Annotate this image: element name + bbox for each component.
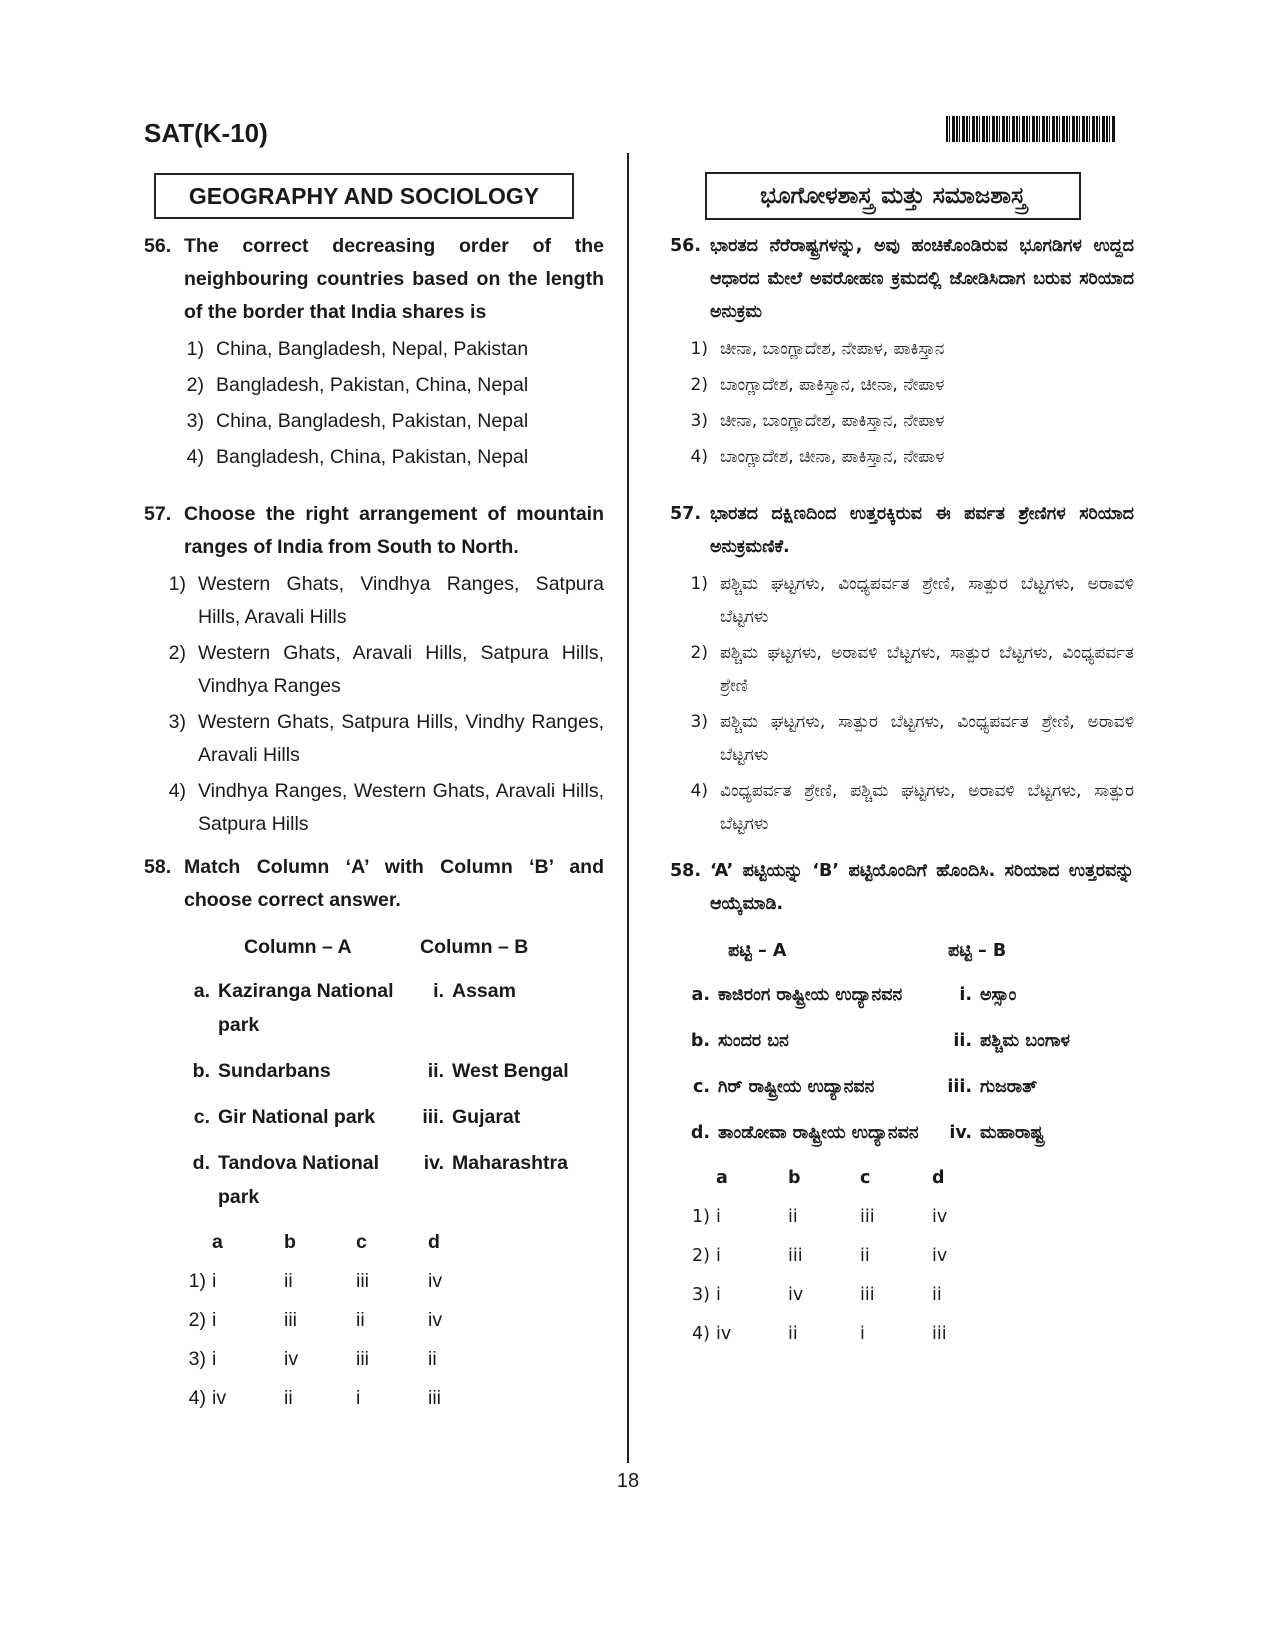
option-text: ವಿಂಧ್ಯಪರ್ವತ ಶ್ರೇಣಿ, ಪಶ್ಚಿಮ ಘಟ್ಟಗಳು, ಅರಾವಳಿ ಬೆಟ್ಟಗಳು, ಸಾತ್ಪುರ ಬೆಟ್ಟಗಳು xyxy=(720,781,1134,834)
option-number: 4) xyxy=(690,781,708,801)
grid-heading: c xyxy=(860,1168,871,1188)
column-b-heading: ಪಟ್ಟಿ – B xyxy=(948,941,1007,961)
option-number: 3) xyxy=(186,410,204,432)
option-text: ಬಾಂಗ್ಲಾದೇಶ, ಪಾಕಿಸ್ತಾನ, ಚೀನಾ, ನೇಪಾಳ xyxy=(720,375,945,395)
question-58-english xyxy=(144,851,604,1421)
question-number: 58. xyxy=(670,861,702,881)
option xyxy=(670,775,1134,841)
match-item-b: Maharashtra xyxy=(452,1152,568,1174)
match-letter: d. xyxy=(690,1123,710,1143)
option-text: China, Bangladesh, Nepal, Pakistan xyxy=(216,338,529,360)
grid-cell: iv xyxy=(788,1285,804,1305)
option-number: 3) xyxy=(690,411,708,431)
barcode xyxy=(946,116,1116,142)
option-text: ಚೀನಾ, ಬಾಂಗ್ಲಾದೇಶ, ನೇಪಾಳ, ಪಾಕಿಸ್ತಾನ xyxy=(720,339,945,359)
grid-row xyxy=(670,1201,1134,1234)
match-item-b: West Bengal xyxy=(452,1060,569,1082)
grid-option-number: 4) xyxy=(692,1324,710,1344)
option xyxy=(670,441,1134,474)
match-item-a: Sundarbans xyxy=(218,1060,331,1082)
column-a-heading: ಪಟ್ಟಿ – A xyxy=(728,941,787,961)
match-row xyxy=(670,1116,1134,1150)
match-roman: ii. xyxy=(427,1060,444,1082)
grid-heading: d xyxy=(428,1231,440,1253)
match-item-b: ಮಹಾರಾಷ್ಟ್ರ xyxy=(980,1123,1045,1143)
match-row xyxy=(144,974,604,1042)
option-text: Vindhya Ranges, Western Ghats, Aravali Hills, Satpura Hills xyxy=(198,780,604,835)
match-item-b: Assam xyxy=(452,980,516,1002)
answer-grid xyxy=(670,1162,1134,1351)
question-text: Match Column ‘A’ with Column ‘B’ and choose correct answer. xyxy=(184,856,604,911)
option xyxy=(144,706,604,772)
option-number: 2) xyxy=(186,374,204,396)
grid-cell: ii xyxy=(860,1246,870,1266)
option xyxy=(670,568,1134,634)
option-text: ಪಶ್ಚಿಮ ಘಟ್ಟಗಳು, ವಿಂಧ್ಯಪರ್ವತ ಶ್ರೇಣಿ, ಸಾತ್ಪುರ ಬೆಟ್ಟಗಳು, ಅರಾವಳಿ ಬೆಟ್ಟಗಳು xyxy=(720,574,1134,627)
match-table xyxy=(670,935,1134,1150)
grid-cell: iv xyxy=(932,1246,948,1266)
grid-heading: a xyxy=(212,1231,223,1253)
option xyxy=(670,405,1134,438)
match-row xyxy=(670,1024,1134,1058)
match-item-a: ಸುಂದರ ಬನ xyxy=(718,1031,789,1051)
grid-cell: iv xyxy=(716,1324,732,1344)
grid-row xyxy=(670,1240,1134,1273)
question-57-english xyxy=(144,498,604,844)
grid-cell: iv xyxy=(212,1387,227,1409)
grid-cell: i xyxy=(716,1285,721,1305)
grid-option-number: 4) xyxy=(188,1387,206,1409)
grid-cell: ii xyxy=(788,1207,798,1227)
match-letter: b. xyxy=(690,1031,710,1051)
grid-heading: c xyxy=(356,1231,367,1253)
grid-cell: iii xyxy=(284,1309,297,1331)
option xyxy=(670,706,1134,772)
match-roman: ii. xyxy=(953,1031,972,1051)
match-roman: iv. xyxy=(423,1152,444,1174)
grid-cell: iii xyxy=(788,1246,803,1266)
question-56-kannada xyxy=(670,230,1134,477)
match-item-b: ಪಶ್ಚಿಮ ಬಂಗಾಳ xyxy=(980,1031,1071,1051)
match-item-b: ಗುಜರಾತ್ xyxy=(980,1077,1038,1097)
answer-grid xyxy=(144,1226,604,1415)
grid-option-number: 1) xyxy=(188,1270,206,1292)
grid-row xyxy=(144,1265,604,1298)
grid-row xyxy=(144,1304,604,1337)
grid-cell: i xyxy=(212,1309,217,1331)
grid-cell: iii xyxy=(860,1285,875,1305)
grid-cell: ii xyxy=(284,1387,293,1409)
option-text: Western Ghats, Vindhya Ranges, Satpura Hills, Aravali Hills xyxy=(198,573,604,628)
option-text: ಚೀನಾ, ಬಾಂಗ್ಲಾದೇಶ, ಪಾಕಿಸ್ತಾನ, ನೇಪಾಳ xyxy=(720,411,945,431)
question-56-english xyxy=(144,230,604,477)
option-number: 3) xyxy=(690,712,708,732)
option xyxy=(144,775,604,841)
grid-cell: iii xyxy=(356,1348,369,1370)
grid-cell: i xyxy=(356,1387,361,1409)
grid-option-number: 2) xyxy=(692,1246,710,1266)
question-text: Choose the right arrangement of mountain ranges of India from South to North. xyxy=(184,503,604,558)
match-item-a: Tandova National park xyxy=(218,1152,380,1208)
match-letter: c. xyxy=(692,1077,710,1097)
match-roman: i. xyxy=(959,985,972,1005)
match-item-a: ತಾಂಡೋವಾ ರಾಷ್ಟ್ರೀಯ ಉದ್ಯಾನವನ xyxy=(718,1123,919,1143)
match-item-a: Kaziranga National park xyxy=(218,980,394,1036)
question-number: 57. xyxy=(670,504,702,524)
option xyxy=(144,441,604,474)
grid-cell: iii xyxy=(860,1207,875,1227)
question-number: 56. xyxy=(670,236,702,256)
option-text: ಬಾಂಗ್ಲಾದೇಶ, ಚೀನಾ, ಪಾಕಿಸ್ತಾನ, ನೇಪಾಳ xyxy=(720,447,945,467)
grid-cell: i xyxy=(716,1207,721,1227)
match-item-a: ಗಿರ್ ರಾಷ್ಟ್ರೀಯ ಉದ್ಯಾನವನ xyxy=(718,1077,875,1097)
option-number: 3) xyxy=(168,711,186,733)
match-letter: a. xyxy=(193,980,210,1002)
option xyxy=(670,333,1134,366)
question-text: The correct decreasing order of the neighbouring countries based on the length of the border that India shares is xyxy=(184,235,604,323)
option-number: 2) xyxy=(168,642,186,664)
column-b-heading: Column – B xyxy=(420,936,529,958)
grid-row xyxy=(670,1279,1134,1312)
option-text: ಪಶ್ಚಿಮ ಘಟ್ಟಗಳು, ಅರಾವಳಿ ಬೆಟ್ಟಗಳು, ಸಾತ್ಪುರ ಬೆಟ್ಟಗಳು, ವಿಂಧ್ಯಪರ್ವತ ಶ್ರೇಣಿ xyxy=(720,643,1134,696)
grid-heading: b xyxy=(788,1168,801,1188)
option-text: Western Ghats, Satpura Hills, Vindhy Ranges, Aravali Hills xyxy=(198,711,604,766)
grid-cell: iii xyxy=(428,1387,441,1409)
option-text: Western Ghats, Aravali Hills, Satpura Hills, Vindhya Ranges xyxy=(198,642,604,697)
grid-cell: i xyxy=(716,1246,721,1266)
match-row xyxy=(144,1146,604,1214)
option-number: 2) xyxy=(690,643,708,663)
question-number: 56. xyxy=(144,235,172,257)
option xyxy=(144,333,604,366)
option-number: 4) xyxy=(168,780,186,802)
option-text: Bangladesh, Pakistan, China, Nepal xyxy=(216,374,529,396)
option xyxy=(144,568,604,634)
match-letter: b. xyxy=(192,1060,210,1082)
grid-cell: iii xyxy=(932,1324,947,1344)
question-text: ‘A’ ಪಟ್ಟಿಯನ್ನು ‘B’ ಪಟ್ಟಿಯೊಂದಿಗೆ ಹೊಂದಿಸಿ. ಸರಿಯಾದ ಉತ್ತರವನ್ನು ಆಯ್ಕೆಮಾಡಿ. xyxy=(710,861,1134,914)
grid-cell: ii xyxy=(284,1270,293,1292)
match-item-a: ಕಾಜಿರಂಗ ರಾಷ್ಟ್ರೀಯ ಉದ್ಯಾನವನ xyxy=(718,985,903,1005)
option xyxy=(144,369,604,402)
grid-cell: iv xyxy=(428,1309,443,1331)
match-row xyxy=(670,978,1134,1012)
option-number: 2) xyxy=(690,375,708,395)
match-roman: iii. xyxy=(947,1077,972,1097)
grid-heading: b xyxy=(284,1231,296,1253)
match-letter: d. xyxy=(192,1152,210,1174)
option xyxy=(670,637,1134,703)
match-roman: i. xyxy=(433,980,444,1002)
option xyxy=(144,405,604,438)
grid-option-number: 1) xyxy=(692,1207,710,1227)
match-roman: iii. xyxy=(422,1106,444,1128)
grid-option-number: 3) xyxy=(188,1348,206,1370)
column-a-heading: Column – A xyxy=(244,936,352,958)
grid-option-number: 3) xyxy=(692,1285,710,1305)
grid-row xyxy=(144,1382,604,1415)
grid-cell: i xyxy=(860,1324,865,1344)
option-text: Bangladesh, China, Pakistan, Nepal xyxy=(216,446,529,468)
question-number: 57. xyxy=(144,503,172,525)
option-number: 4) xyxy=(690,447,708,467)
grid-row xyxy=(670,1318,1134,1351)
section-title-english: GEOGRAPHY AND SOCIOLOGY xyxy=(154,173,574,219)
match-item-b: ಅಸ್ಸಾಂ xyxy=(980,985,1017,1005)
section-title-kannada: ಭೂಗೋಳಶಾಸ್ತ್ರ ಮತ್ತು ಸಮಾಜಶಾಸ್ತ್ರ xyxy=(705,172,1081,220)
question-number: 58. xyxy=(144,856,172,878)
match-item-a: Gir National park xyxy=(218,1106,376,1128)
grid-heading: d xyxy=(932,1168,945,1188)
option-number: 1) xyxy=(690,339,708,359)
grid-cell: i xyxy=(212,1348,217,1370)
match-roman: iv. xyxy=(949,1123,972,1143)
grid-cell: iv xyxy=(932,1207,948,1227)
question-57-kannada xyxy=(670,498,1134,844)
option-text: China, Bangladesh, Pakistan, Nepal xyxy=(216,410,529,432)
match-letter: a. xyxy=(691,985,710,1005)
option-number: 1) xyxy=(690,574,708,594)
option-number: 1) xyxy=(186,338,204,360)
grid-cell: ii xyxy=(356,1309,365,1331)
match-row xyxy=(144,1100,604,1134)
match-row xyxy=(670,1070,1134,1104)
grid-row xyxy=(144,1343,604,1376)
option xyxy=(670,369,1134,402)
grid-cell: i xyxy=(212,1270,217,1292)
match-letter: c. xyxy=(193,1106,210,1128)
option-text: ಪಶ್ಚಿಮ ಘಟ್ಟಗಳು, ಸಾತ್ಪುರ ಬೆಟ್ಟಗಳು, ವಿಂಧ್ಯಪರ್ವತ ಶ್ರೇಣಿ, ಅರಾವಳಿ ಬೆಟ್ಟಗಳು xyxy=(720,712,1134,765)
page-code: SAT(K-10) xyxy=(144,118,268,148)
grid-cell: ii xyxy=(428,1348,437,1370)
grid-heading: a xyxy=(716,1168,728,1188)
option xyxy=(144,637,604,703)
match-row xyxy=(144,1054,604,1088)
question-text: ಭಾರತದ ದಕ್ಷಿಣದಿಂದ ಉತ್ತರಕ್ಕಿರುವ ಈ ಪರ್ವತ ಶ್ರೇಣಿಗಳ ಸರಿಯಾದ ಅನುಕ್ರಮಣಿಕೆ. xyxy=(710,504,1134,557)
match-item-b: Gujarat xyxy=(452,1106,521,1128)
question-58-kannada xyxy=(670,855,1134,1357)
match-table xyxy=(144,931,604,1214)
grid-option-number: 2) xyxy=(188,1309,206,1331)
question-text: ಭಾರತದ ನೆರೆರಾಷ್ಟ್ರಗಳನ್ನು, ಅವು ಹಂಚಿಕೊಂಡಿರುವ ಭೂಗಡಿಗಳ ಉದ್ದದ ಆಧಾರದ ಮೇಲೆ ಅವರೋಹಣ ಕ್ರಮದಲ್ಲಿ ಜೋಡಿಸಿದಾಗ ಬರುವ ಸರಿಯಾದ ಅನುಕ್ರಮ xyxy=(710,236,1134,322)
grid-cell: iv xyxy=(428,1270,443,1292)
grid-cell: ii xyxy=(932,1285,942,1305)
column-divider xyxy=(627,153,629,1463)
grid-cell: iv xyxy=(284,1348,299,1370)
option-number: 4) xyxy=(186,446,204,468)
page-number: 18 xyxy=(616,1470,640,1492)
grid-cell: iii xyxy=(356,1270,369,1292)
grid-cell: ii xyxy=(788,1324,798,1344)
option-number: 1) xyxy=(168,573,186,595)
